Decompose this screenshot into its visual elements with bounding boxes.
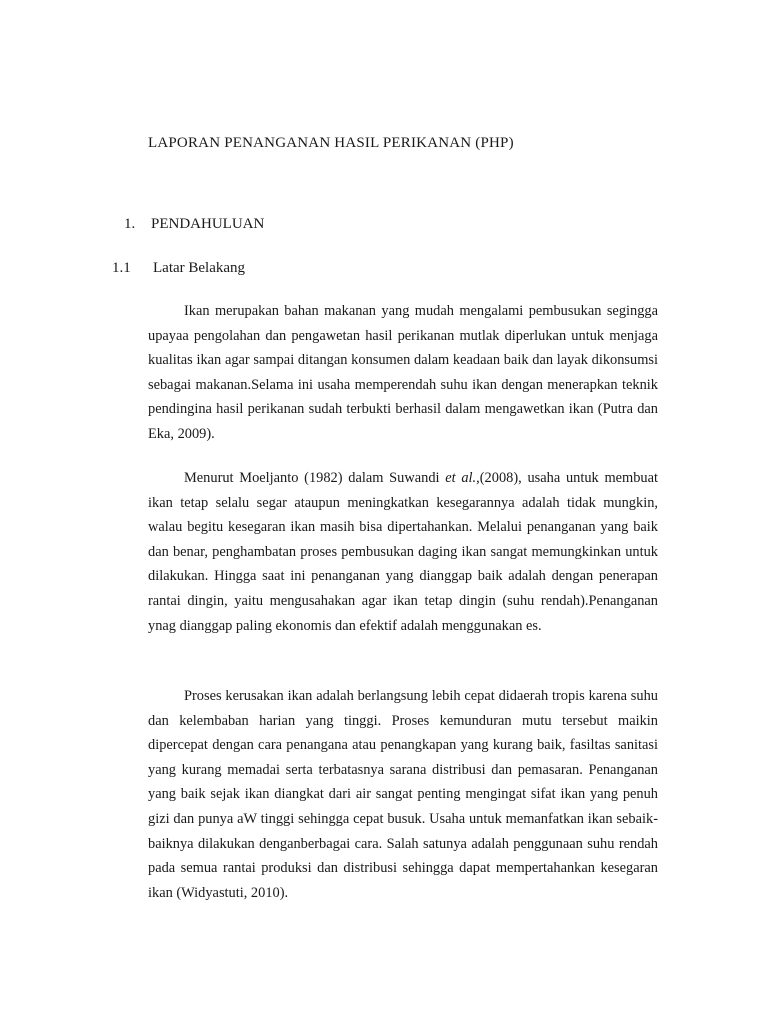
subsection-number: 1.1 bbox=[112, 260, 131, 276]
section-title: PENDAHULUAN bbox=[151, 216, 265, 232]
subsection-title: Latar Belakang bbox=[153, 260, 246, 276]
section-number: 1. bbox=[124, 216, 136, 232]
paragraph-2-text-end: (2008), usaha untuk membuat ikan tetap selalu segar ataupun meningkatkan kesegarannya adalah tidak mungkin, walau begitu kesegaran ikan masih bisa dipertahankan. Melalui penanganan yang baik dan benar, penghambatan proses pembusukan daging ikan sangat memungkinkan untuk dilakukan. Hingga saat ini penanganan yang dianggap baik adalah dengan penerapan rantai dingin, yaitu mengusahakan agar ikan tetap dingin (suhu rendah).Penanganan ynag dianggap paling ekonomis dan efektif adalah menggunakan es. bbox=[148, 470, 659, 634]
paragraph-1: Ikan merupakan bahan makanan yang mudah mengalami pembusukan segingga upayaa pengolahan dan pengawetan hasil perikanan mutlak diperlukan untuk menjaga kualitas ikan agar sampai ditangan konsumen dalam keadaan baik dan layak dikonsumsi sebagai makanan.Selama ini usaha memperendah suhu ikan dengan menerapkan teknik pendingina hasil perikanan sudah terbukti berhasil dalam mengawetkan ikan (Putra dan Eka, 2009). bbox=[148, 303, 658, 442]
paragraph-2-text-start: Menurut Moeljanto (1982) dalam Suwandi bbox=[184, 470, 446, 486]
paragraph-2-italic-citation: et al., bbox=[445, 470, 480, 486]
paragraph-3: Proses kerusakan ikan adalah berlangsung lebih cepat didaerah tropis karena suhu dan kelembaban harian yang tinggi. Proses kemunduran mutu tersebut maikin dipercepat dengan cara penangana atau penangkapan yang kurang baik, fasiltas sanitasi yang kurang memadai serta terbatasnya sarana distribusi dan pemasaran. Penanganan yang baik sejak ikan diangkat dari air sangat penting mengingat sifat ikan yang penuh gizi dan punya aW tinggi sehingga cepat busuk. Usaha untuk memanfatkan ikan sebaik-baiknya dilakukan denganberbagai cara. Salah satunya adalah penggunaan suhu rendah pada semua rantai produksi dan distribusi sehingga dapat mempertahankan kesegaran ikan (Widyastuti, 2010). bbox=[148, 688, 658, 901]
paragraph-2 bbox=[148, 466, 658, 638]
document-title: LAPORAN PENANGANAN HASIL PERIKANAN (PHP) bbox=[148, 135, 514, 151]
